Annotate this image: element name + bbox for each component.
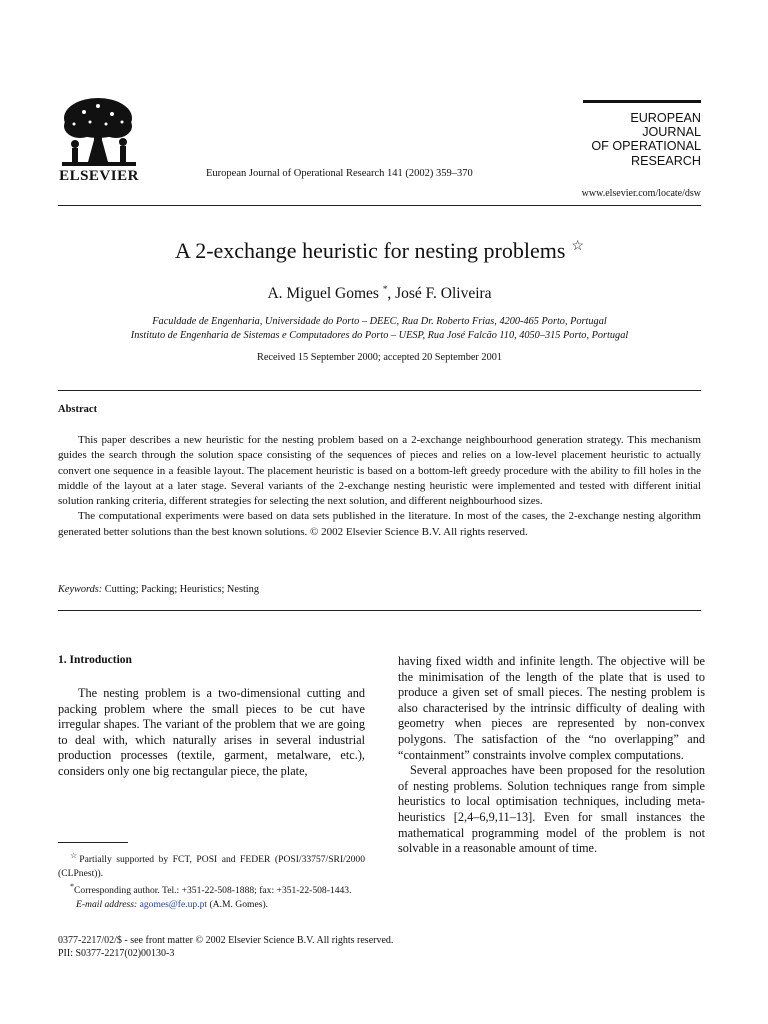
author-mark: * bbox=[382, 284, 388, 294]
footnote-corresponding bbox=[58, 880, 365, 898]
elsevier-tree-icon bbox=[58, 96, 140, 170]
left-column-text bbox=[58, 686, 365, 780]
abstract-body bbox=[58, 433, 701, 540]
journal-logo-line: RESEARCH bbox=[631, 153, 701, 168]
keywords-list: Cutting; Packing; Heuristics; Nesting bbox=[102, 584, 259, 595]
email-owner: (A.M. Gomes). bbox=[207, 898, 269, 910]
journal-logo-bar bbox=[583, 100, 701, 103]
email-link[interactable]: agomes@fe.up.pt bbox=[139, 898, 208, 910]
abstract-paragraph: The computational experiments were based on data sets published in the literature. In most of the cases, the 2-exchange nesting algorithm generated better solutions than the best known solutions. © 2002 Elsevier Science B.V. All rights reserved. bbox=[58, 510, 701, 538]
footnote-text: Partially supported by FCT, POSI and FEDER (POSI/33757/SRI/2000 (CLPnest)). bbox=[58, 854, 366, 879]
abstract-paragraph: This paper describes a new heuristic for the nesting problem based on a 2-exchange neighbourhood generation strategy. This mechanism guides the search through the solution space consisting of the sequences of pieces and relies on a low-level placement heuristic to actually convert one sequence in a feasible layout. The placement heuristic is based on a bottom-left greedy procedure with the ability to fill holes in the middle of the layout at a later stage. Several variants of the 2-exchange nesting heuristic were implemented and tested with different initial solution ranking criteria, different strategies for selecting the next solution, and different neighbourhood sizes. bbox=[58, 434, 701, 508]
paper-title-text: A 2-exchange heuristic for nesting problems bbox=[175, 238, 566, 263]
journal-logo-line: EUROPEAN bbox=[630, 111, 701, 125]
footnote-email bbox=[58, 898, 365, 911]
footnote-funding bbox=[58, 849, 365, 880]
footnote-mark: * bbox=[70, 882, 74, 891]
pii-line: PII: S0377-2217(02)00130-3 bbox=[58, 948, 175, 960]
journal-logo-line: JOURNAL bbox=[642, 125, 701, 140]
affiliation: Instituto de Engenharia de Sistemas e Computadores do Porto – UESP, Rua José Falcão 110, 4050–315 Porto, Portugal bbox=[130, 330, 629, 341]
keywords bbox=[58, 584, 701, 595]
author-name: A. Miguel Gomes bbox=[267, 285, 379, 303]
paper-title bbox=[58, 238, 701, 264]
title-footnote-mark: ☆ bbox=[571, 239, 584, 254]
footnote-mark: ☆ bbox=[70, 851, 80, 860]
footnotes bbox=[58, 849, 365, 911]
body-paragraph: having fixed width and infinite length. The objective will be the minimisation of the length of the plate that is used to produce a given set of small pieces. The nesting problem is also characterised by the intrinsic difficulty of dealing with geometry when pieces are represented by non-convex polygons. The satisfaction of the “no overlapping” and “containment” constraints involve complex computations. bbox=[398, 654, 705, 762]
abstract-heading: Abstract bbox=[58, 404, 98, 415]
footnote-text: Corresponding author. Tel.: +351-22-508-1888; fax: +351-22-508-1443. bbox=[74, 885, 352, 897]
elsevier-logo bbox=[58, 96, 140, 186]
abstract-divider bbox=[58, 390, 701, 391]
right-column-text bbox=[398, 654, 705, 857]
journal-citation: European Journal of Operational Research 141 (2002) 359–370 bbox=[206, 168, 473, 179]
journal-logo-line: OF OPERATIONAL bbox=[591, 139, 701, 154]
footnote-divider bbox=[58, 842, 128, 843]
copyright-footer bbox=[58, 934, 393, 961]
received-dates: Received 15 September 2000; accepted 20 September 2001 bbox=[256, 352, 503, 363]
author-list bbox=[58, 284, 701, 303]
affiliation: Faculdade de Engenharia, Universidade do Porto – DEEC, Rua Dr. Roberto Frias, 4200-465 Porto, Portugal bbox=[152, 316, 607, 327]
author-name: José F. Oliveira bbox=[395, 285, 492, 303]
header-divider bbox=[58, 205, 701, 206]
author-separator: , bbox=[387, 285, 396, 303]
email-label: E-mail address: bbox=[76, 898, 138, 910]
journal-logo bbox=[583, 111, 701, 168]
keywords-label: Keywords: bbox=[58, 584, 103, 595]
body-paragraph: Several approaches have been proposed for the resolution of nesting problems. Solution techniques range from simple heuristics to local optimisation techniques, including meta-heuristics [2,4–6,9,11–13]. Even for small instances the mathematical programming model of the problem is not solvable in a reasonable amount of time. bbox=[398, 763, 705, 856]
body-paragraph: The nesting problem is a two-dimensional cutting and packing problem where the small pieces to be cut have irregular shapes. The variant of the problem that we are going to deal with, which naturally arises in several industrial production processes (textile, garment, metalware, etc.), considers only one big rectangular piece, the plate, bbox=[58, 686, 365, 778]
front-matter-line: 0377-2217/02/$ - see front matter © 2002 Elsevier Science B.V. All rights reserved. bbox=[58, 935, 394, 946]
publisher-name: ELSEVIER bbox=[59, 168, 139, 184]
section-heading: 1. Introduction bbox=[58, 654, 132, 666]
keywords-divider bbox=[58, 610, 701, 611]
journal-url[interactable]: www.elsevier.com/locate/dsw bbox=[581, 188, 701, 199]
